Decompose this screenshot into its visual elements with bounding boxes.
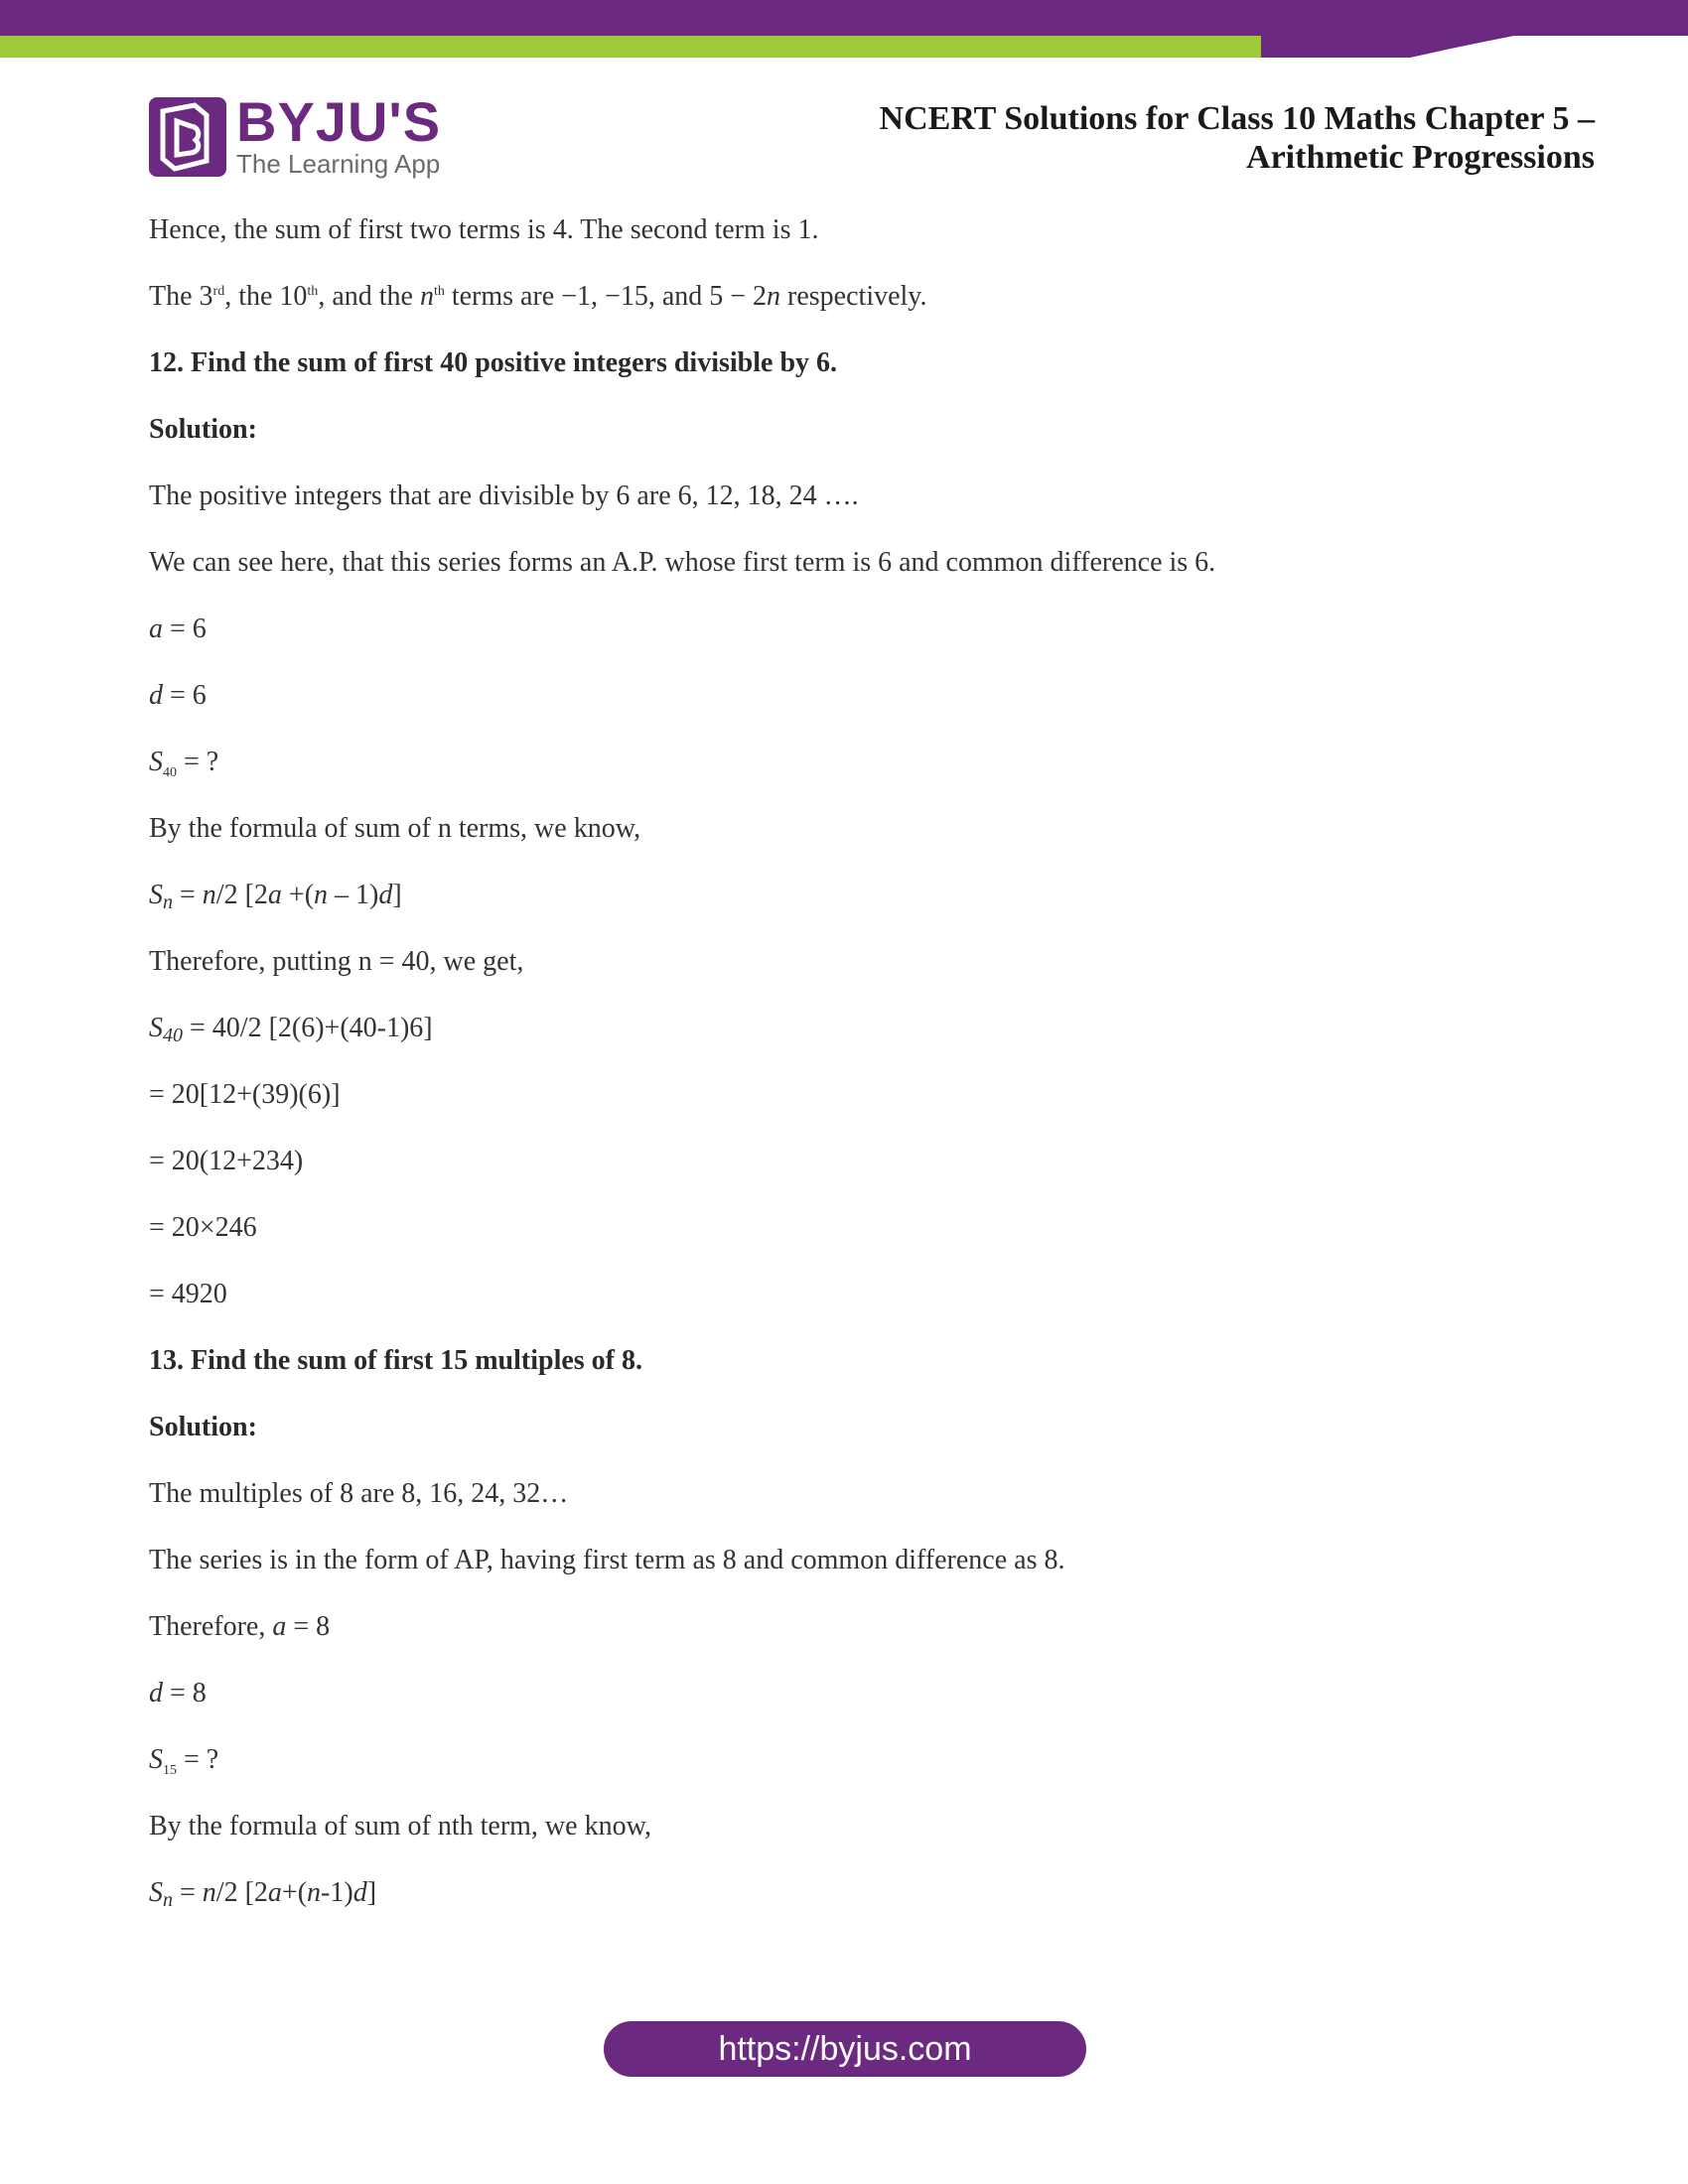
text-fragment: = 6 (163, 680, 207, 711)
text-fragment: = ? (177, 747, 219, 777)
math-variable: n (419, 281, 434, 312)
solution-label: Solution: (149, 414, 257, 445)
text-line: We can see here, that this series forms an A.P. whose first term is 6 and common difference is 6. (149, 547, 1216, 578)
text-fragment: , and the (318, 281, 420, 312)
text-fragment: terms are −1, −15, and 5 − 2 (444, 281, 768, 312)
header-title-line-2: Arithmetic Progressions (1246, 139, 1595, 176)
text-line: Therefore, putting n = 40, we get, (149, 946, 524, 977)
text-fragment: +( (281, 880, 315, 910)
equation-line: = 20[12+(39)(6)] (149, 1079, 341, 1110)
math-variable: S (149, 880, 163, 910)
text-fragment: = (173, 1877, 203, 1908)
math-variable: n (202, 880, 216, 910)
math-variable: a (267, 880, 282, 910)
text-fragment: – 1) (328, 880, 379, 910)
document-header-title (840, 99, 1595, 177)
math-variable: S (149, 1744, 163, 1775)
question-12-heading: 12. Find the sum of first 40 positive integers divisible by 6. (149, 347, 838, 378)
question-13-heading: 13. Find the sum of first 15 multiples of 8. (149, 1345, 642, 1376)
solution-label: Solution: (149, 1412, 257, 1442)
text-line: The series is in the form of AP, having first term as 8 and common difference as 8. (149, 1545, 1065, 1575)
text-fragment: , the 10 (224, 281, 308, 312)
text-line: The multiples of 8 are 8, 16, 24, 32… (149, 1478, 569, 1509)
equation-line: = 20×246 (149, 1212, 257, 1243)
footer-website-link[interactable]: https://byjus.com (604, 2021, 1086, 2077)
equation-line: = 4920 (149, 1279, 227, 1309)
text-fragment: = 6 (163, 614, 207, 644)
byjus-logo-icon (149, 97, 226, 177)
subscript: 40 (163, 1024, 183, 1046)
equation-line: = 20(12+234) (149, 1146, 304, 1176)
text-fragment: /2 [2 (215, 1877, 268, 1908)
math-variable: d (149, 1678, 163, 1708)
formula-line (149, 1869, 1579, 1936)
formula-line (149, 872, 1579, 938)
subscript: n (163, 1889, 173, 1911)
equation-line (149, 1005, 1579, 1071)
subscript: 15 (163, 1763, 177, 1778)
text-line: By the formula of sum of n terms, we know, (149, 813, 641, 844)
math-variable: n (202, 1877, 216, 1908)
math-variable: d (378, 880, 393, 910)
text-fragment: -1) (321, 1877, 353, 1908)
logo-wordmark: BYJU'S (236, 90, 442, 153)
superscript: th (433, 284, 445, 299)
superscript: rd (212, 284, 225, 299)
subscript: n (163, 891, 173, 913)
text-fragment: /2 [2 (215, 880, 268, 910)
text-fragment: = ? (177, 1744, 219, 1775)
byjus-logo (149, 90, 447, 181)
math-variable: a (272, 1611, 287, 1642)
text-fragment: Therefore, (149, 1611, 273, 1642)
math-variable: S (149, 1877, 163, 1908)
math-variable: d (352, 1877, 367, 1908)
top-swoosh-decoration (1261, 0, 1688, 60)
text-line: Hence, the sum of first two terms is 4. The second term is 1. (149, 214, 819, 245)
math-variable: a (267, 1877, 282, 1908)
text-fragment: The 3 (149, 281, 213, 312)
text-fragment: = (173, 880, 203, 910)
logo-tagline: The Learning App (236, 149, 441, 179)
top-green-band (0, 36, 1410, 58)
header-title-line-1: NCERT Solutions for Class 10 Maths Chapter 5 – (879, 100, 1595, 137)
text-fragment: respectively. (780, 281, 927, 312)
subscript: 40 (163, 765, 177, 780)
equation-line (149, 672, 1579, 739)
math-variable: d (149, 680, 163, 711)
text-line: By the formula of sum of nth term, we know, (149, 1811, 651, 1842)
superscript: th (307, 284, 319, 299)
equation-line (149, 1603, 1579, 1670)
equation-line (149, 1670, 1579, 1736)
text-line: The positive integers that are divisible by 6 are 6, 12, 18, 24 …. (149, 480, 859, 511)
document-body (149, 206, 1579, 1936)
math-variable: n (307, 1877, 322, 1908)
math-variable: a (149, 614, 163, 644)
math-variable: n (314, 880, 329, 910)
equation-line (149, 739, 1579, 805)
math-variable: n (767, 281, 781, 312)
math-variable: S (149, 1013, 163, 1043)
text-fragment: ] (366, 1877, 377, 1908)
equation-line (149, 606, 1579, 672)
text-fragment: = 8 (163, 1678, 207, 1708)
text-fragment: ] (392, 880, 402, 910)
equation-line (149, 1736, 1579, 1803)
text-line (149, 273, 1579, 340)
text-fragment: = 40/2 [2(6)+(40-1)6] (183, 1013, 433, 1043)
math-variable: S (149, 747, 163, 777)
text-fragment: = 8 (286, 1611, 331, 1642)
text-fragment: +( (281, 1877, 308, 1908)
